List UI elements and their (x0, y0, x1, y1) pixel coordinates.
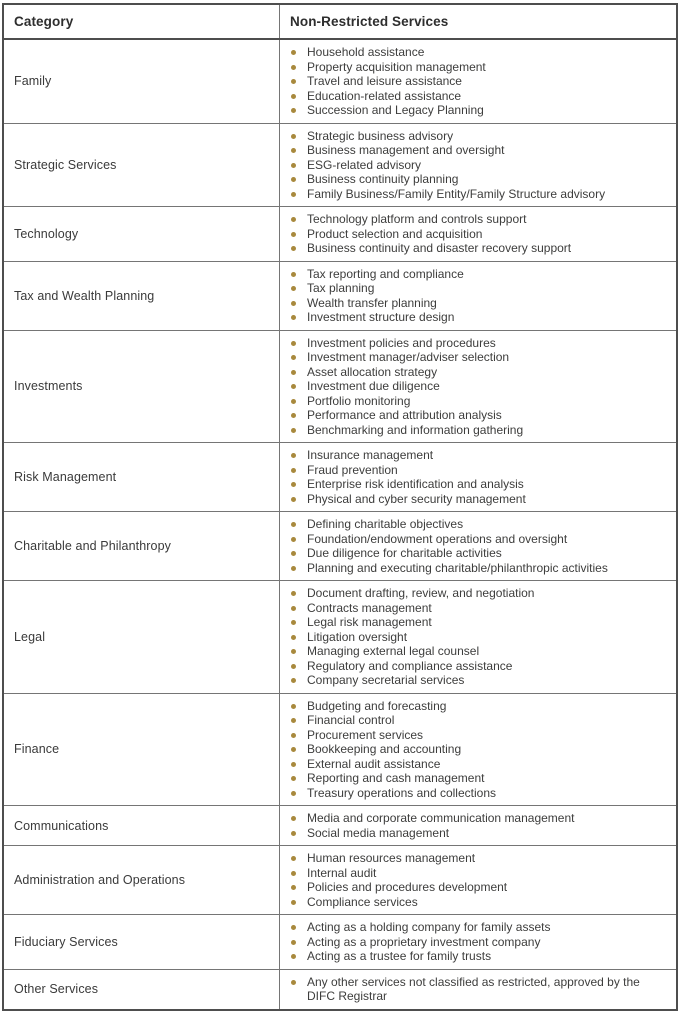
bullet-icon (291, 482, 296, 487)
list-item (288, 212, 668, 227)
list-item (288, 172, 668, 187)
service-label: Company secretarial services (307, 673, 465, 687)
category-cell: Investments (3, 330, 280, 443)
list-item (288, 920, 668, 935)
service-label: Succession and Legacy Planning (307, 103, 484, 117)
services-cell (280, 207, 678, 262)
services-cell (280, 512, 678, 581)
bullet-icon (291, 497, 296, 502)
bullet-icon (291, 232, 296, 237)
service-label: Strategic business advisory (307, 128, 454, 143)
bullet-icon (291, 649, 296, 654)
services-list (288, 212, 668, 256)
list-item (288, 448, 668, 463)
list-item (288, 644, 668, 659)
category-cell: Family (3, 39, 280, 123)
bullet-icon (291, 718, 296, 723)
non-restricted-services-table (2, 3, 678, 1011)
services-cell (280, 806, 678, 846)
table-body (3, 39, 677, 1010)
list-item (288, 492, 668, 507)
service-label: Social media management (307, 825, 450, 840)
bullet-icon (291, 856, 296, 861)
list-item (288, 742, 668, 757)
list-item (288, 975, 668, 1004)
list-item (288, 659, 668, 674)
service-label: Business continuity and disaster recovery support (307, 241, 572, 255)
service-label: Policies and procedures development (307, 880, 508, 894)
list-item (288, 143, 668, 158)
list-item (288, 949, 668, 964)
list-item (288, 880, 668, 895)
bullet-icon (291, 635, 296, 640)
service-label: Internal audit (307, 865, 377, 880)
bullet-icon (291, 664, 296, 669)
table-row (3, 512, 677, 581)
bullet-icon (291, 776, 296, 781)
service-label: Acting as a trustee for family trusts (307, 949, 492, 963)
bullet-icon (291, 591, 296, 596)
services-list (288, 851, 668, 909)
bullet-icon (291, 925, 296, 930)
services-list (288, 448, 668, 506)
bullet-icon (291, 940, 296, 945)
service-label: Investment structure design (307, 310, 455, 324)
list-item (288, 394, 668, 409)
list-item (288, 851, 668, 866)
service-label: Any other services not classified as restricted, approved by the DIFC Registrar (307, 974, 640, 1003)
service-label: Litigation oversight (307, 629, 408, 644)
list-item (288, 241, 668, 256)
list-item (288, 601, 668, 616)
bullet-icon (291, 522, 296, 527)
service-label: Due diligence for charitable activities (307, 546, 502, 560)
bullet-icon (291, 301, 296, 306)
services-cell (280, 330, 678, 443)
service-label: Financial control (307, 713, 395, 727)
category-cell: Technology (3, 207, 280, 262)
list-item (288, 866, 668, 881)
category-cell: Fiduciary Services (3, 915, 280, 970)
list-item (288, 771, 668, 786)
list-item (288, 408, 668, 423)
service-label: Tax reporting and compliance (307, 266, 464, 281)
table-row (3, 330, 677, 443)
services-list (288, 920, 668, 964)
services-list (288, 517, 668, 575)
service-label: Budgeting and forecasting (307, 698, 447, 713)
list-item (288, 546, 668, 561)
service-label: Business continuity planning (307, 172, 459, 186)
header-row (3, 4, 677, 39)
bullet-icon (291, 192, 296, 197)
service-label: Legal risk management (307, 615, 432, 629)
bullet-icon (291, 79, 296, 84)
service-label: Benchmarking and information gathering (307, 422, 524, 437)
list-item (288, 89, 668, 104)
bullet-icon (291, 468, 296, 473)
bullet-icon (291, 537, 296, 542)
table-row (3, 693, 677, 806)
services-cell (280, 261, 678, 330)
list-item (288, 129, 668, 144)
service-label: Acting as a holding company for family assets (307, 920, 551, 934)
bullet-icon (291, 566, 296, 571)
bullet-icon (291, 94, 296, 99)
service-label: Family Business/Family Entity/Family Structure advisory (307, 186, 606, 201)
bullet-icon (291, 399, 296, 404)
bullet-icon (291, 791, 296, 796)
bullet-icon (291, 453, 296, 458)
category-cell: Administration and Operations (3, 846, 280, 915)
service-label: Enterprise risk identification and analysis (307, 477, 524, 491)
bullet-icon (291, 620, 296, 625)
table-row (3, 443, 677, 512)
bullet-icon (291, 272, 296, 277)
services-cell (280, 969, 678, 1010)
list-item (288, 267, 668, 282)
service-label: Business management and oversight (307, 143, 505, 157)
services-list (288, 699, 668, 801)
bullet-icon (291, 370, 296, 375)
list-item (288, 423, 668, 438)
services-cell (280, 915, 678, 970)
service-label: Product selection and acquisition (307, 226, 483, 241)
list-item (288, 281, 668, 296)
list-item (288, 45, 668, 60)
list-item (288, 310, 668, 325)
table-row (3, 123, 677, 207)
bullet-icon (291, 341, 296, 346)
service-label: Planning and executing charitable/philanthropic activities (307, 560, 608, 575)
list-item (288, 757, 668, 772)
service-label: Human resources management (307, 851, 476, 865)
list-item (288, 103, 668, 118)
services-column-header: Non-Restricted Services (280, 4, 678, 39)
service-label: Regulatory and compliance assistance (307, 658, 513, 673)
services-list (288, 45, 668, 118)
table-row (3, 806, 677, 846)
service-label: Technology platform and controls support (307, 212, 527, 226)
service-label: Foundation/endowment operations and oversight (307, 531, 568, 546)
service-label: Household assistance (307, 45, 425, 59)
list-item (288, 561, 668, 576)
service-label: Managing external legal counsel (307, 644, 480, 658)
services-cell (280, 581, 678, 694)
service-label: Investment due diligence (307, 379, 440, 393)
service-label: Travel and leisure assistance (307, 74, 462, 88)
table-row (3, 969, 677, 1010)
bullet-icon (291, 50, 296, 55)
table-row (3, 581, 677, 694)
list-item (288, 699, 668, 714)
bullet-icon (291, 246, 296, 251)
bullet-icon (291, 831, 296, 836)
list-item (288, 586, 668, 601)
bullet-icon (291, 286, 296, 291)
bullet-icon (291, 885, 296, 890)
list-item (288, 296, 668, 311)
bullet-icon (291, 762, 296, 767)
services-list (288, 129, 668, 202)
list-item (288, 786, 668, 801)
services-cell (280, 123, 678, 207)
list-item (288, 517, 668, 532)
list-item (288, 379, 668, 394)
service-label: Property acquisition management (307, 59, 486, 74)
service-label: Investment manager/adviser selection (307, 350, 510, 364)
service-label: Reporting and cash management (307, 771, 485, 785)
bullet-icon (291, 355, 296, 360)
bullet-icon (291, 954, 296, 959)
service-label: Wealth transfer planning (307, 295, 437, 310)
list-item (288, 365, 668, 380)
services-list (288, 336, 668, 438)
services-list (288, 586, 668, 688)
table-header (3, 4, 677, 39)
list-item (288, 895, 668, 910)
list-item (288, 74, 668, 89)
bullet-icon (291, 163, 296, 168)
services-list (288, 975, 668, 1004)
list-item (288, 336, 668, 351)
service-label: Insurance management (307, 448, 434, 462)
services-cell (280, 39, 678, 123)
service-label: Acting as a proprietary investment company (307, 934, 541, 949)
bullet-icon (291, 134, 296, 139)
service-label: Document drafting, review, and negotiation (307, 586, 535, 600)
service-label: Procurement services (307, 727, 424, 742)
category-cell: Risk Management (3, 443, 280, 512)
category-cell: Strategic Services (3, 123, 280, 207)
bullet-icon (291, 148, 296, 153)
table-row (3, 846, 677, 915)
bullet-icon (291, 747, 296, 752)
table-row (3, 207, 677, 262)
list-item (288, 187, 668, 202)
service-label: Performance and attribution analysis (307, 408, 502, 422)
bullet-icon (291, 65, 296, 70)
list-item (288, 811, 668, 826)
bullet-icon (291, 177, 296, 182)
bullet-icon (291, 428, 296, 433)
bullet-icon (291, 733, 296, 738)
services-list (288, 267, 668, 325)
category-cell: Tax and Wealth Planning (3, 261, 280, 330)
list-item (288, 826, 668, 841)
bullet-icon (291, 871, 296, 876)
list-item (288, 673, 668, 688)
list-item (288, 630, 668, 645)
bullet-icon (291, 315, 296, 320)
table-row (3, 915, 677, 970)
table-row (3, 261, 677, 330)
service-label: Media and corporate communication management (307, 811, 575, 825)
service-label: Tax planning (307, 281, 375, 295)
table-row (3, 39, 677, 123)
bullet-icon (291, 551, 296, 556)
bullet-icon (291, 217, 296, 222)
list-item (288, 615, 668, 630)
service-label: Asset allocation strategy (307, 364, 438, 379)
service-label: Treasury operations and collections (307, 785, 496, 800)
category-cell: Communications (3, 806, 280, 846)
service-label: External audit assistance (307, 756, 441, 771)
bullet-icon (291, 108, 296, 113)
service-label: Defining charitable objectives (307, 517, 464, 531)
service-label: Contracts management (307, 600, 432, 615)
service-label: Physical and cyber security management (307, 491, 526, 506)
category-cell: Legal (3, 581, 280, 694)
bullet-icon (291, 606, 296, 611)
bullet-icon (291, 816, 296, 821)
bullet-icon (291, 384, 296, 389)
service-label: Compliance services (307, 894, 418, 909)
bullet-icon (291, 900, 296, 905)
bullet-icon (291, 704, 296, 709)
list-item (288, 158, 668, 173)
list-item (288, 477, 668, 492)
list-item (288, 227, 668, 242)
category-cell: Other Services (3, 969, 280, 1010)
list-item (288, 532, 668, 547)
list-item (288, 60, 668, 75)
list-item (288, 935, 668, 950)
service-label: Fraud prevention (307, 462, 398, 477)
bullet-icon (291, 980, 296, 985)
services-list (288, 811, 668, 840)
services-cell (280, 846, 678, 915)
service-label: Education-related assistance (307, 88, 462, 103)
service-label: Investment policies and procedures (307, 335, 496, 350)
list-item (288, 463, 668, 478)
list-item (288, 728, 668, 743)
bullet-icon (291, 678, 296, 683)
list-item (288, 713, 668, 728)
services-cell (280, 693, 678, 806)
category-cell: Charitable and Philanthropy (3, 512, 280, 581)
bullet-icon (291, 413, 296, 418)
service-label: Portfolio monitoring (307, 393, 411, 408)
service-label: ESG-related advisory (307, 157, 422, 172)
category-column-header: Category (3, 4, 280, 39)
list-item (288, 350, 668, 365)
service-label: Bookkeeping and accounting (307, 742, 462, 756)
category-cell: Finance (3, 693, 280, 806)
services-cell (280, 443, 678, 512)
